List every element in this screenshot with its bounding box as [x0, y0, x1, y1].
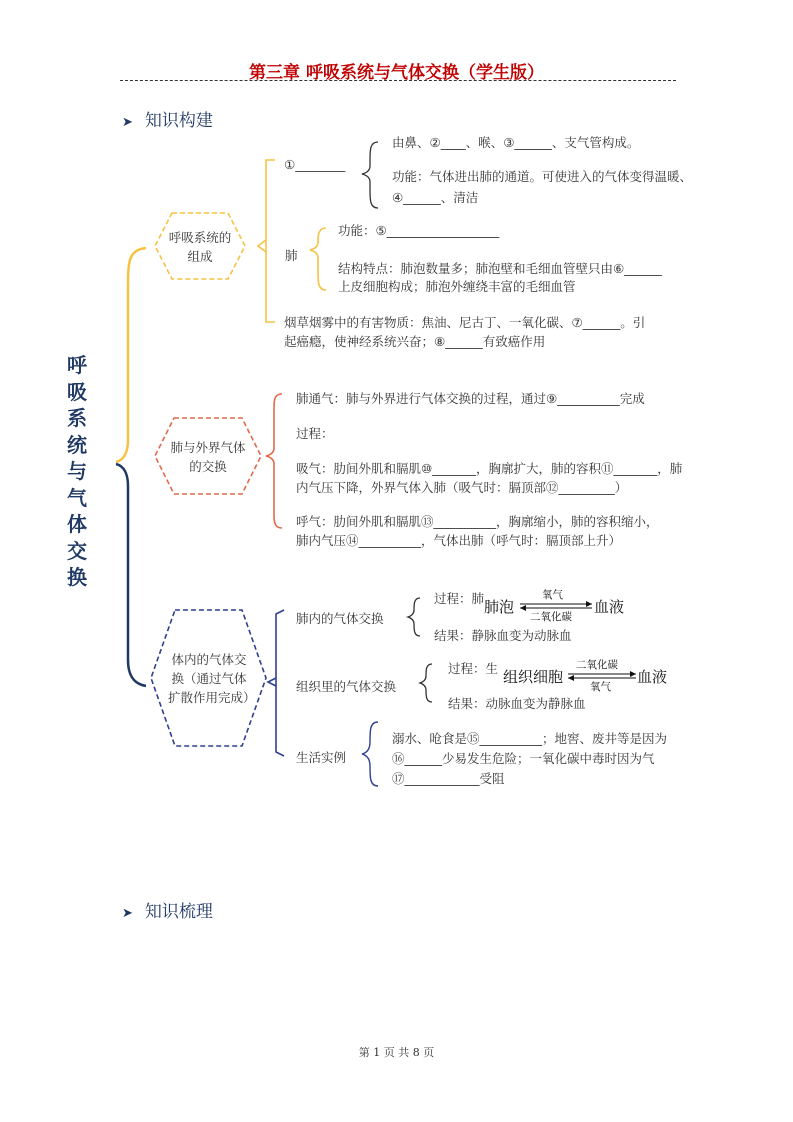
- smoke-harm-cont: 起癌瘾，使神经系统兴奋；⑧______有致癌作用: [284, 334, 546, 349]
- lung-exchange-process: 过程：肺: [434, 591, 485, 606]
- page-footer: 第 1 页 共 8 页: [358, 1046, 435, 1059]
- life-example-2: ⑯______少易发生危险；一氧化碳中毒时因为气: [392, 751, 655, 766]
- inhale-text-cont: 内气压下降，外界气体入肺（吸气时：膈顶部⑫_________）: [296, 480, 628, 495]
- node-respiratory-system: 呼吸系统的组成: [168, 230, 232, 264]
- pulmonary-ventilation: 肺通气：肺与外界进行气体交换的过程，通过⑨__________完成: [296, 391, 645, 406]
- blank-1: ①________: [284, 157, 346, 172]
- inhale-text: 吸气：肋间外肌和膈肌⑩_______，胸廓扩大，肺的容积⑪_______，肺: [296, 461, 683, 476]
- exhale-text-cont: 肺内气压⑭__________，气体出肺（呼气时：膈顶部上升）: [296, 533, 622, 548]
- life-example-3: ⑰____________受阻: [392, 771, 505, 786]
- exhale-text: 呼气：肋间外肌和膈肌⑬__________，胸廓缩小，肺的容积缩小，: [296, 514, 659, 529]
- airway-function: 功能：气体进出肺的通道。可使进入的气体变得温暖、: [392, 169, 693, 184]
- node-internal-gas-exchange: 体内的气体交换（通过气体扩散作用完成）: [168, 652, 256, 705]
- arrow-label-co2: 二氧化碳: [576, 659, 618, 671]
- section-label: 知识梳理: [144, 902, 213, 922]
- smoke-harm: 烟草烟雾中的有害物质：焦油、尼古丁、一氧化碳、⑦______。引: [284, 315, 646, 330]
- lung-structure: 结构特点：肺泡数量多；肺泡壁和毛细血管壁只由⑥______: [338, 261, 662, 276]
- airway-function-cont: ④______、清洁: [392, 190, 479, 205]
- arrow-label-co2: 二氧化碳: [530, 611, 572, 623]
- node-life-examples: 生活实例: [296, 750, 347, 765]
- node-lung-exchange: 肺内的气体交换: [296, 611, 384, 626]
- arrow-bullet-icon: ➤: [122, 906, 133, 921]
- arrow-label-oxygen: 氧气: [542, 589, 563, 601]
- arrow-bullet-icon: ➤: [122, 115, 133, 130]
- product-blood: 血液: [637, 668, 668, 686]
- root-topic: 呼吸系统与气体交换: [67, 353, 87, 589]
- reactant-tissue-cells: 组织细胞: [503, 668, 564, 686]
- reactant-alveoli: 肺泡: [484, 598, 515, 616]
- page-title: 第三章 呼吸系统与气体交换（学生版）: [249, 63, 544, 83]
- product-blood: 血液: [594, 598, 625, 616]
- arrow-label-oxygen: 氧气: [590, 681, 611, 693]
- tissue-exchange-result: 结果：动脉血变为静脉血: [448, 696, 586, 711]
- node-tissue-exchange: 组织里的气体交换: [296, 679, 397, 694]
- life-example-1: 溺水、呛食是⑮__________；地窖、废井等是因为: [392, 731, 668, 746]
- lung-exchange-result: 结果：静脉血变为动脉血: [434, 628, 572, 643]
- lung-function: 功能：⑤__________________: [338, 223, 500, 238]
- node-lung: 肺: [285, 248, 298, 263]
- lung-structure-cont: 上皮细胞构成；肺泡外缠绕丰富的毛细血管: [338, 279, 576, 294]
- node-lung-air-exchange: 肺与外界气体的交换: [170, 440, 246, 474]
- airway-composition: 由鼻、②____、喉、③______、支气管构成。: [392, 135, 640, 150]
- tissue-exchange-process: 过程：生: [448, 661, 499, 676]
- process-label: 过程：: [296, 426, 334, 441]
- section-label: 知识构建: [144, 111, 213, 131]
